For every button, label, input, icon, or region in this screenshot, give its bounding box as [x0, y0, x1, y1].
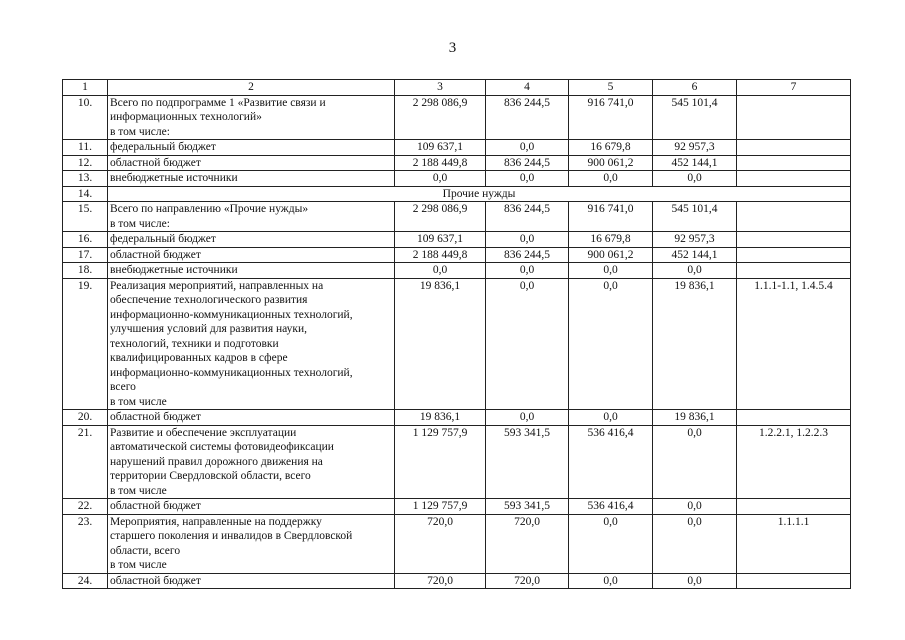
year-value: 16 679,8 — [569, 140, 653, 156]
year-value: 0,0 — [486, 232, 569, 248]
target-indicator-ref — [737, 95, 851, 140]
item-name: внебюджетные источники — [108, 263, 395, 279]
year-value: 0,0 — [653, 263, 737, 279]
year-value: 836 244,5 — [486, 155, 569, 171]
total-value: 720,0 — [395, 573, 486, 589]
target-indicator-ref — [737, 499, 851, 515]
row-number: 22. — [63, 499, 108, 515]
item-name: федеральный бюджет — [108, 232, 395, 248]
year-value: 593 341,5 — [486, 499, 569, 515]
year-value: 0,0 — [653, 499, 737, 515]
total-value: 1 129 757,9 — [395, 499, 486, 515]
total-value: 2 298 086,9 — [395, 95, 486, 140]
year-value: 0,0 — [653, 171, 737, 187]
table-row — [63, 140, 851, 156]
target-indicator-ref — [737, 171, 851, 187]
year-value: 19 836,1 — [653, 278, 737, 410]
year-value: 536 416,4 — [569, 499, 653, 515]
item-name: областной бюджет — [108, 573, 395, 589]
table-row — [63, 232, 851, 248]
header-cell: 5 — [569, 80, 653, 96]
year-value: 0,0 — [486, 140, 569, 156]
target-indicator-ref — [737, 573, 851, 589]
target-indicator-ref — [737, 155, 851, 171]
section-title: Прочие нужды — [108, 186, 851, 202]
row-number: 18. — [63, 263, 108, 279]
total-value: 109 637,1 — [395, 140, 486, 156]
year-value: 16 679,8 — [569, 232, 653, 248]
total-value: 2 298 086,9 — [395, 202, 486, 232]
year-value: 0,0 — [486, 278, 569, 410]
table-body — [63, 80, 851, 589]
year-value: 0,0 — [569, 278, 653, 410]
total-value: 2 188 449,8 — [395, 155, 486, 171]
year-value: 0,0 — [569, 514, 653, 573]
table-row — [63, 425, 851, 499]
year-value: 0,0 — [653, 514, 737, 573]
target-indicator-ref — [737, 410, 851, 426]
target-indicator-ref — [737, 202, 851, 232]
table-row — [63, 247, 851, 263]
target-indicator-ref: 1.1.1.1 — [737, 514, 851, 573]
row-number: 11. — [63, 140, 108, 156]
total-value: 109 637,1 — [395, 232, 486, 248]
item-name: федеральный бюджет — [108, 140, 395, 156]
year-value: 916 741,0 — [569, 95, 653, 140]
row-number: 16. — [63, 232, 108, 248]
row-number: 13. — [63, 171, 108, 187]
year-value: 900 061,2 — [569, 155, 653, 171]
year-value: 545 101,4 — [653, 95, 737, 140]
row-number: 21. — [63, 425, 108, 499]
table-row — [63, 263, 851, 279]
target-indicator-ref — [737, 140, 851, 156]
table-row — [63, 514, 851, 573]
item-name: Мероприятия, направленные на поддержку старшего поколения и инвалидов в Свердловской области, всего в том числе — [108, 514, 395, 573]
target-indicator-ref: 1.2.2.1, 1.2.2.3 — [737, 425, 851, 499]
item-name: Развитие и обеспечение эксплуатации автоматической системы фотовидеофиксации нарушений правил дорожного движения на территории Свердловской области, всего в том числе — [108, 425, 395, 499]
item-name: областной бюджет — [108, 410, 395, 426]
year-value: 836 244,5 — [486, 202, 569, 232]
year-value: 0,0 — [486, 410, 569, 426]
year-value: 0,0 — [486, 263, 569, 279]
row-number: 23. — [63, 514, 108, 573]
header-cell: 7 — [737, 80, 851, 96]
total-value: 0,0 — [395, 263, 486, 279]
year-value: 836 244,5 — [486, 95, 569, 140]
table-row — [63, 499, 851, 515]
year-value: 452 144,1 — [653, 155, 737, 171]
header-cell: 2 — [108, 80, 395, 96]
year-value: 0,0 — [569, 263, 653, 279]
header-cell: 4 — [486, 80, 569, 96]
total-value: 19 836,1 — [395, 278, 486, 410]
row-number: 12. — [63, 155, 108, 171]
total-value: 0,0 — [395, 171, 486, 187]
header-row — [63, 80, 851, 96]
header-cell: 3 — [395, 80, 486, 96]
table-row — [63, 155, 851, 171]
table-row — [63, 202, 851, 232]
year-value: 593 341,5 — [486, 425, 569, 499]
year-value: 916 741,0 — [569, 202, 653, 232]
table-row — [63, 410, 851, 426]
item-name: Всего по направлению «Прочие нужды» в том числе: — [108, 202, 395, 232]
year-value: 836 244,5 — [486, 247, 569, 263]
header-cell: 1 — [63, 80, 108, 96]
target-indicator-ref — [737, 232, 851, 248]
year-value: 0,0 — [569, 573, 653, 589]
year-value: 720,0 — [486, 514, 569, 573]
table-row — [63, 278, 851, 410]
year-value: 0,0 — [569, 410, 653, 426]
row-number: 17. — [63, 247, 108, 263]
year-value: 452 144,1 — [653, 247, 737, 263]
year-value: 92 957,3 — [653, 232, 737, 248]
year-value: 0,0 — [653, 573, 737, 589]
section-row — [63, 186, 851, 202]
item-name: областной бюджет — [108, 247, 395, 263]
year-value: 536 416,4 — [569, 425, 653, 499]
row-number: 10. — [63, 95, 108, 140]
item-name: внебюджетные источники — [108, 171, 395, 187]
year-value: 0,0 — [486, 171, 569, 187]
target-indicator-ref — [737, 263, 851, 279]
total-value: 1 129 757,9 — [395, 425, 486, 499]
table-row — [63, 573, 851, 589]
total-value: 2 188 449,8 — [395, 247, 486, 263]
header-cell: 6 — [653, 80, 737, 96]
total-value: 19 836,1 — [395, 410, 486, 426]
year-value: 0,0 — [569, 171, 653, 187]
year-value: 900 061,2 — [569, 247, 653, 263]
year-value: 545 101,4 — [653, 202, 737, 232]
budget-table — [62, 79, 851, 589]
item-name: Реализация мероприятий, направленных на обеспечение технологического развития информационно-коммуникационных технологий, улучшения условий для развития науки, технологий, техники и подготовки квалифицированных кадров в сфере информационно-коммуникационных технологий, всего в том числе — [108, 278, 395, 410]
item-name: областной бюджет — [108, 499, 395, 515]
item-name: Всего по подпрограмме 1 «Развитие связи и информационных технологий» в том числе: — [108, 95, 395, 140]
target-indicator-ref: 1.1.1-1.1, 1.4.5.4 — [737, 278, 851, 410]
year-value: 720,0 — [486, 573, 569, 589]
row-number: 24. — [63, 573, 108, 589]
item-name: областной бюджет — [108, 155, 395, 171]
row-number: 15. — [63, 202, 108, 232]
year-value: 0,0 — [653, 425, 737, 499]
target-indicator-ref — [737, 247, 851, 263]
table-row — [63, 95, 851, 140]
page-number: 3 — [448, 40, 457, 56]
year-value: 19 836,1 — [653, 410, 737, 426]
row-number: 20. — [63, 410, 108, 426]
total-value: 720,0 — [395, 514, 486, 573]
row-number: 19. — [63, 278, 108, 410]
year-value: 92 957,3 — [653, 140, 737, 156]
table-row — [63, 171, 851, 187]
row-number: 14. — [63, 186, 108, 202]
